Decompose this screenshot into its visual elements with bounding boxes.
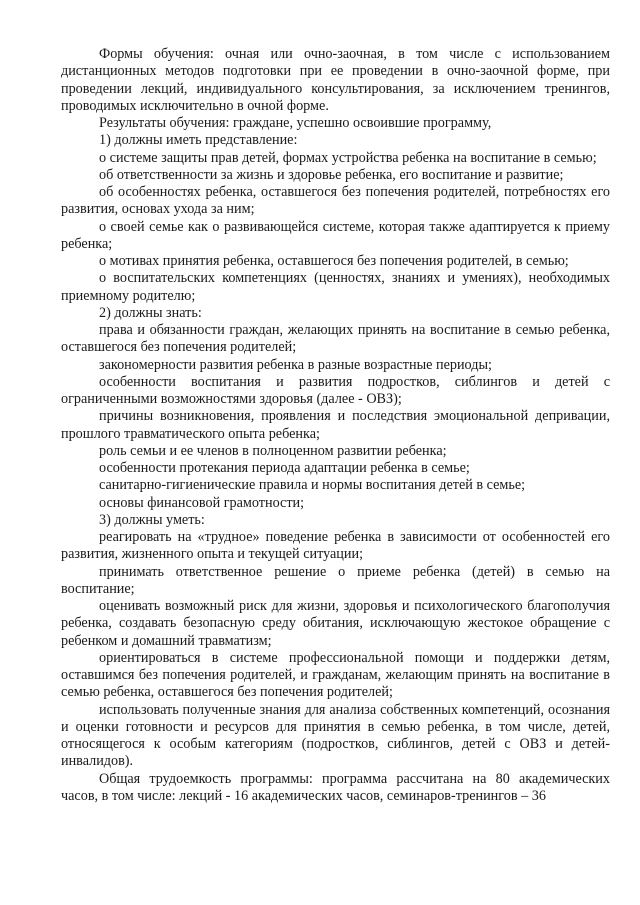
- paragraph-item: использовать полученные знания для анализа собственных компетенций, осознания и оценки готовности и ресурсов для принятия в семью ребенка, в том числе, детей, относящегося к особым категориям (подростков, сиблингов, детей с ОВЗ и детей-инвалидов).: [61, 701, 610, 770]
- paragraph-item: о воспитательских компетенциях (ценностях, знаниях и умениях), необходимых приемному родителю;: [61, 270, 610, 304]
- paragraph-item: особенности воспитания и развития подростков, сиблингов и детей с ограниченными возможностями здоровья (далее - ОВЗ);: [61, 373, 610, 407]
- paragraph-item: основы финансовой грамотности;: [99, 494, 305, 511]
- paragraph-item: об ответственности за жизнь и здоровье ребенка, его воспитание и развитие;: [99, 166, 564, 183]
- paragraph-item: об особенностях ребенка, оставшегося без попечения родителей, потребностях его развития, основах ухода за ним;: [61, 184, 610, 218]
- document-body: [61, 46, 610, 805]
- paragraph-section-1-heading: 1) должны иметь представление:: [99, 132, 298, 149]
- paragraph-item: реагировать на «трудное» поведение ребенка в зависимости от особенностей его развития, жизненного опыта и текущей ситуации;: [61, 529, 610, 563]
- paragraph-item: о своей семье как о развивающейся системе, которая также адаптируется к приему ребенка;: [61, 218, 610, 252]
- paragraph-section-2-heading: 2) должны знать:: [99, 304, 202, 321]
- paragraph-learning-results: Результаты обучения: граждане, успешно освоившие программу,: [99, 115, 492, 131]
- paragraph-item: причины возникновения, проявления и последствия эмоциональной депривации, прошлого травматического опыта ребенка;: [61, 408, 610, 442]
- paragraph-total-workload: Общая трудоемкость программы: программа рассчитана на 80 академических часов, в том числе: лекций - 16 академических часов, семинаров-тренингов – 36: [61, 770, 610, 804]
- paragraph-item: закономерности развития ребенка в разные возрастные периоды;: [99, 356, 492, 373]
- paragraph-item: роль семьи и ее членов в полноценном развитии ребенка;: [99, 442, 447, 459]
- paragraph-item: ориентироваться в системе профессиональной помощи и поддержки детям, оставшимся без попечения родителей, и гражданам, желающим принять на воспитание в семью ребенка, оставшегося без попечения родителей;: [61, 649, 610, 701]
- paragraph-item: оценивать возможный риск для жизни, здоровья и психологического благополучия ребенка, создавать безопасную среду обитания, исключающую жестокое обращение с ребенком и домашний травматизм;: [61, 598, 610, 649]
- paragraph-item: санитарно-гигиенические правила и нормы воспитания детей в семье;: [99, 477, 526, 494]
- paragraph-item: особенности протекания периода адаптации ребенка в семье;: [99, 460, 470, 476]
- paragraph-item: права и обязанности граждан, желающих принять на воспитание в семью ребенка, оставшегося без попечения родителей;: [61, 322, 610, 356]
- paragraph-forms-of-study: Формы обучения: очная или очно-заочная, в том числе с использованием дистанционных методов подготовки при ее проведении в очно-заочной форме, при проведении лекций, индивидуального консультирования, за исключением тренингов, проводимых исключительно в очной форме.: [61, 46, 610, 114]
- paragraph-item: о мотивах принятия ребенка, оставшегося без попечения родителей, в семью;: [99, 253, 569, 269]
- paragraph-item: о системе защиты прав детей, формах устройства ребенка на воспитание в семью;: [99, 149, 597, 166]
- paragraph-item: принимать ответственное решение о приеме ребенка (детей) в семью на воспитание;: [61, 563, 610, 597]
- paragraph-section-3-heading: 3) должны уметь:: [99, 511, 205, 528]
